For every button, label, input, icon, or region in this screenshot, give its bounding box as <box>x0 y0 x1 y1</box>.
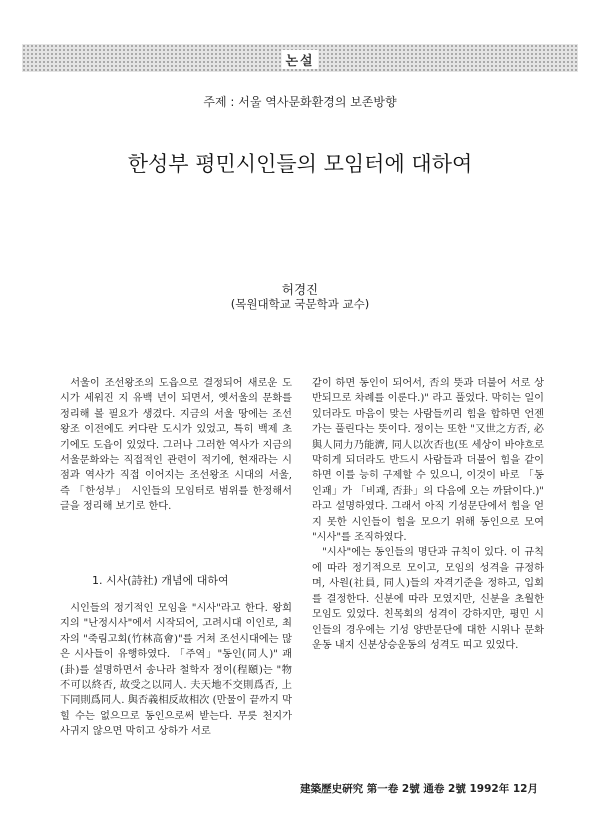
author-name: 허경진 <box>281 282 319 297</box>
section-heading: 1. 시사(詩社) 개념에 대하여 <box>92 574 229 587</box>
header-band <box>22 44 578 72</box>
page-title: 한성부 평민시인들의 모임터에 대하여 <box>127 152 473 176</box>
journal-footer: 建築歷史硏究 第一卷 2號 通卷 2號 1992年 12月 <box>300 783 538 795</box>
author-affiliation: (목원대학교 국문학과 교수) <box>230 297 370 311</box>
left-column-section <box>60 601 292 740</box>
intro-paragraph: 서울이 조선왕조의 도읍으로 결정되어 새로운 도시가 세워진 지 유백 년이 되면서, 옛서울의 문화를 정리해 볼 필요가 생겼다. 지금의 서울 땅에는 조선왕조 이전에도 커다란 도시가 있었고, 특히 백제 초기에도 도읍이 있었다. 그러나 그러한 역사가 지금의 서울문화와는 직접적인 관련이 적기에, 현재라는 시점과 역사가 직접 이어지는 조선왕조 시대의 서울, 즉 「한성부」 시인들의 모임터로 범위를 한정해서 글을 정리해 보기로 한다. <box>60 378 292 513</box>
section1-paragraph: 시인들의 정기적인 모임을 "시사"라고 한다. 왕희지의 "난정시사"에서 시작되어, 고려시대 이인로, 최자의 "죽림고회(竹林高會)"를 거쳐 조선시대에는 많은 시사들이 유행하였다. 「주역」"동인(同人)" 괘(卦)를 설명하면서 송나라 철학자 정이(程頤)는 "物不可以終否, 故受之以同人. 夫天地不交則爲否, 上下同則爲同人. 與否義相反故相次 (만물이 끝까지 막힐 수는 없으므로 동인으로써 받는다. 무릇 천지가 사귀지 않으면 막히고 상하가 서로 <box>60 603 292 738</box>
right-paragraph-1: 같이 하면 동인이 되어서, 否의 뜻과 더불어 서로 상반되므로 차례를 이룬다.)" 라고 풀었다. 막히는 일이 있더라도 마음이 맞는 사람들끼리 힘을 합하면 언젠가는 풀린다는 뜻이다. 정이는 또한 "又世之方否, 必與人同力乃能濟, 同人以次否也(또 세상이 바야흐로 막히게 되더라도 반드시 사람들과 더불어 힘을 같이 하면 이를 능히 구제할 수 있으니, 이것이 바로 「동인괘」가 「비괘, 否卦」의 다음에 오는 까닭이다.)" 라고 설명하였다. 그래서 아직 기성문단에서 힘을 얻지 못한 시인들이 힘을 모으기 위해 동인으로 모여 "시사"를 조직하였다. <box>312 378 544 544</box>
theme-line: 주제 : 서울 역사문화환경의 보존방향 <box>203 95 397 109</box>
right-paragraph-2: "시사"에는 동인들의 명단과 규칙이 있다. 이 규칙에 따라 정기적으로 모이고, 모임의 성격을 규정하며, 사원(社員, 同人)들의 자격기준을 정하고, 입회를 결정한다. 신분에 따라 모였지만, 신분을 초월한 모임도 있었다. 친목회의 성격이 강하지만, 평민 시인들의 경우에는 기성 양반문단에 대한 시위나 문화운동 내지 신분상승운동의 성격도 띠고 있었다. <box>312 547 544 651</box>
right-column <box>312 376 544 653</box>
left-column-intro <box>60 376 292 515</box>
section-label: 논설 <box>281 50 318 69</box>
